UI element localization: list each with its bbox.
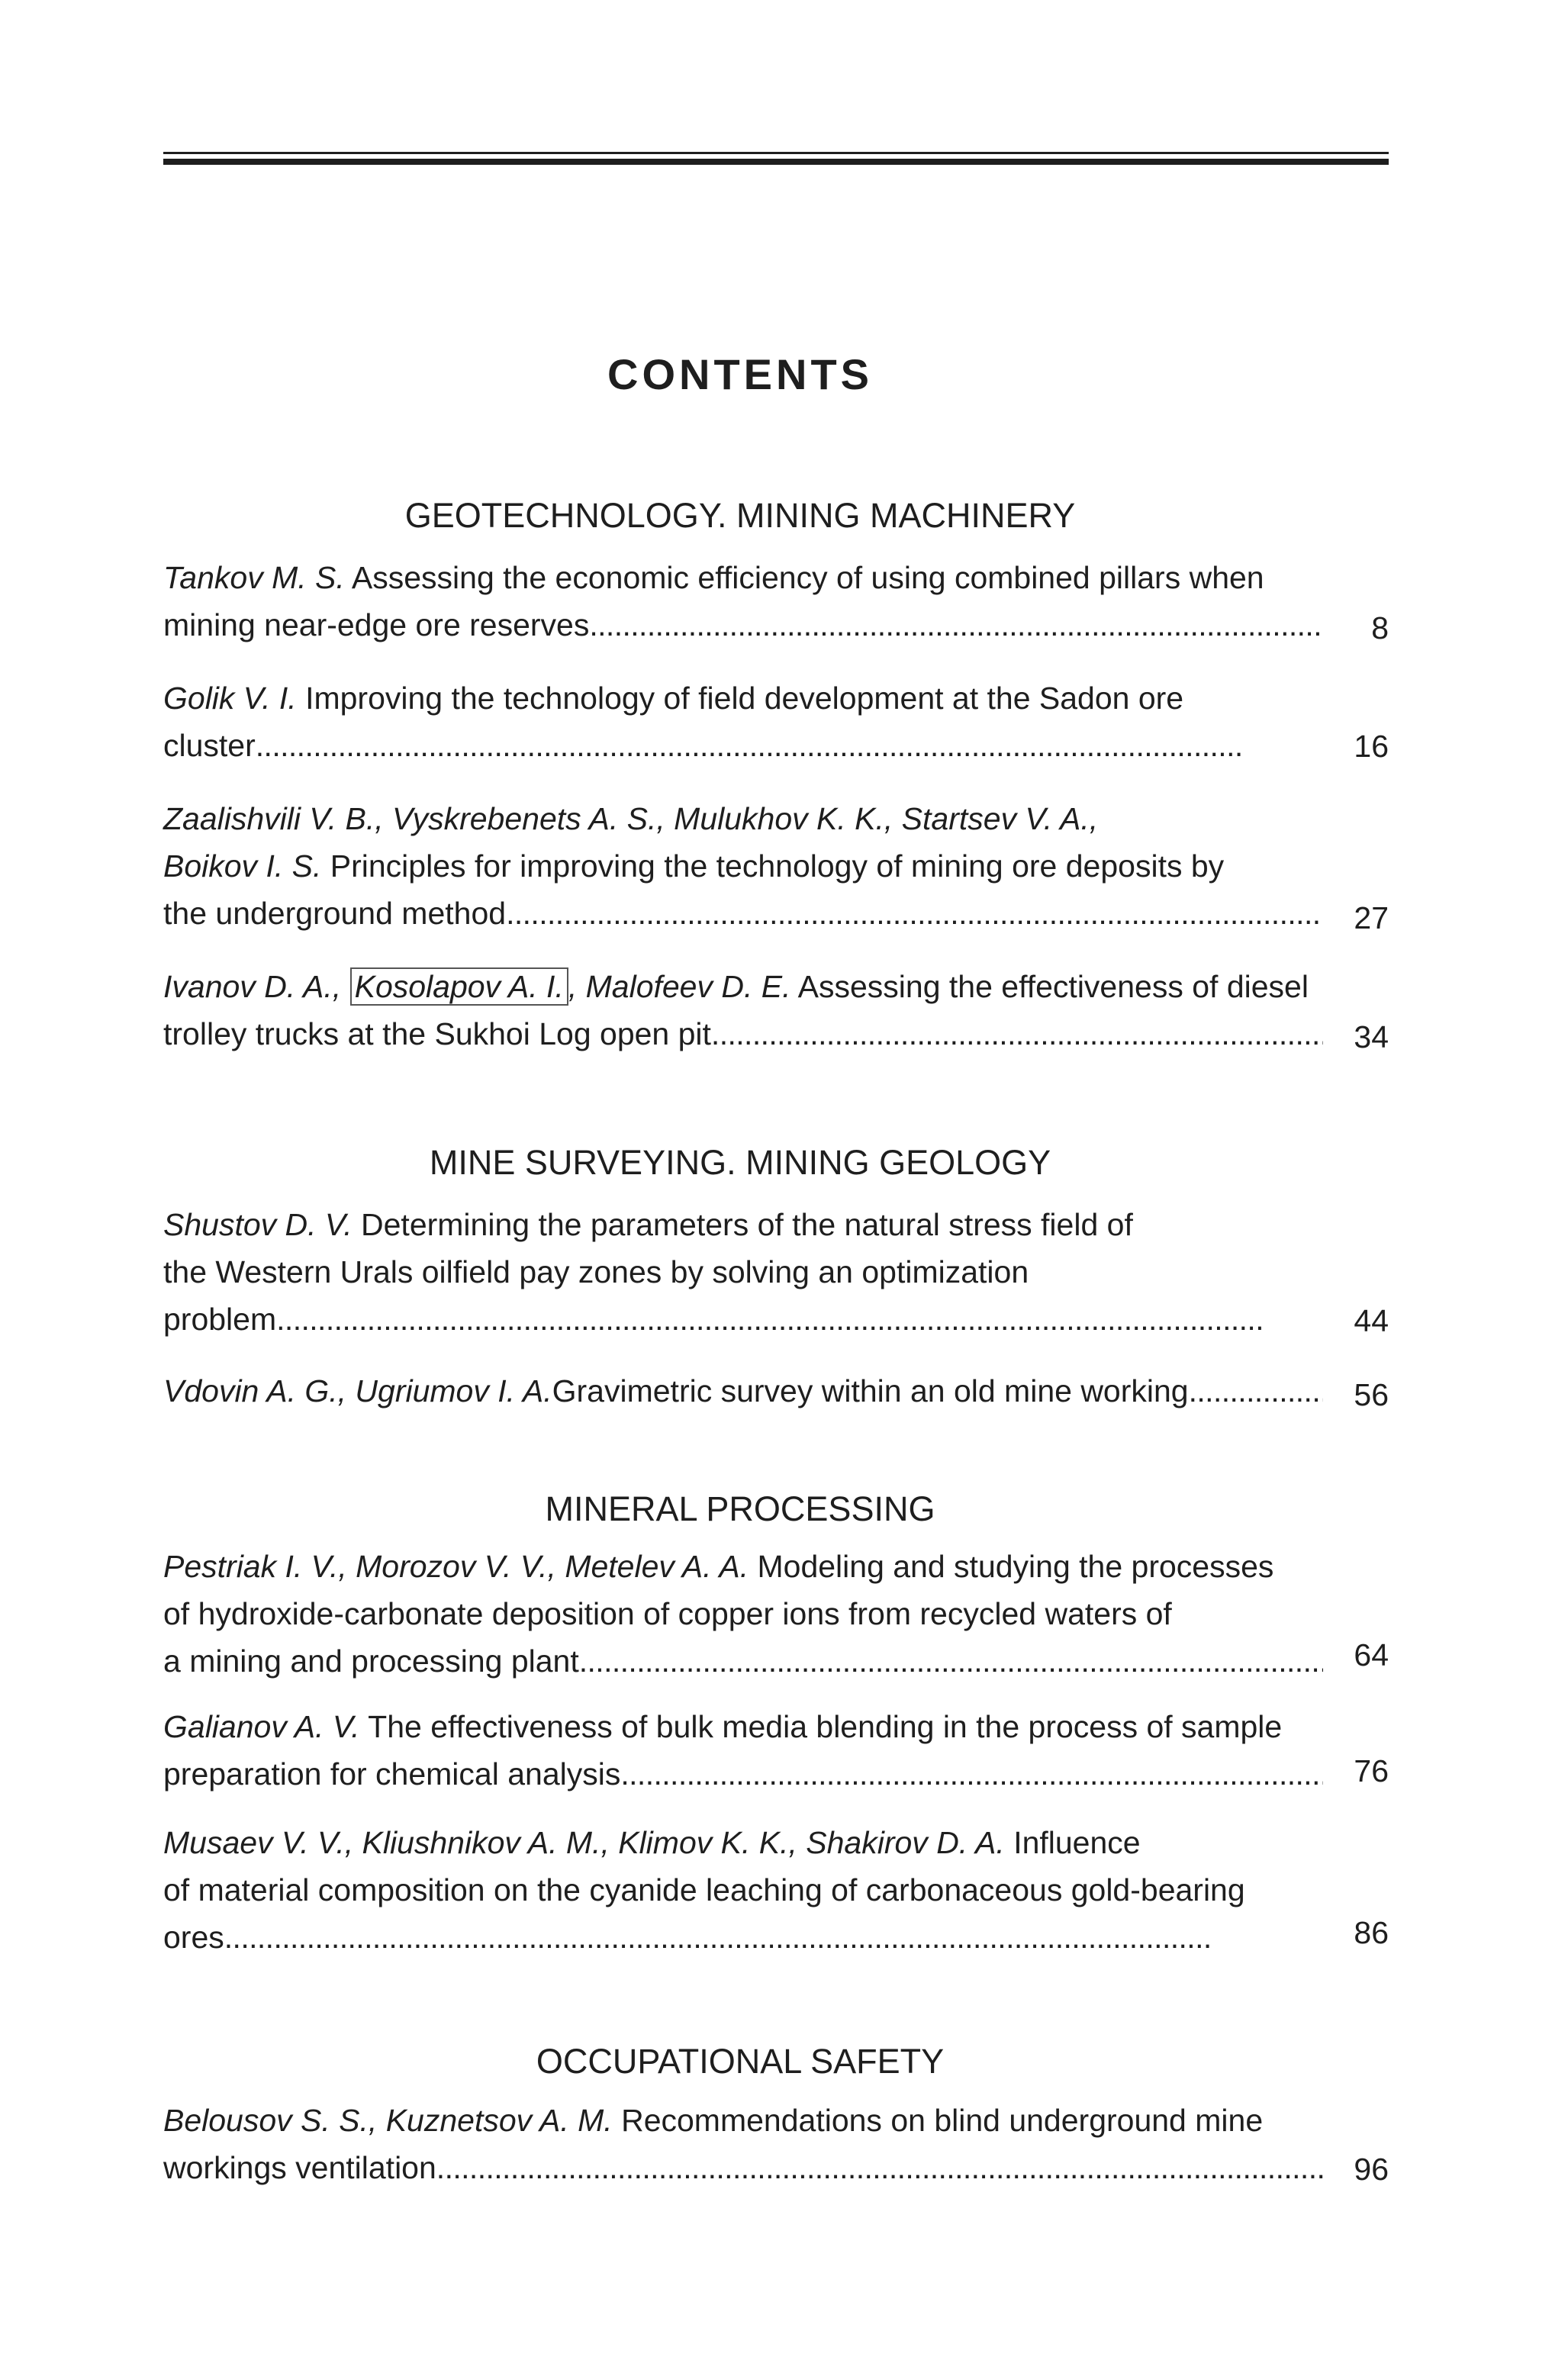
entry-authors: Ivanov D. A., bbox=[163, 969, 350, 1004]
header-rule-thin bbox=[163, 152, 1389, 154]
dot-leader bbox=[224, 1914, 1323, 1961]
toc-entry[interactable] bbox=[163, 795, 1323, 937]
toc-entry[interactable] bbox=[163, 1201, 1323, 1343]
dot-leader bbox=[276, 1296, 1323, 1343]
page-number[interactable]: 8 bbox=[1371, 610, 1389, 645]
entry-title: Influence bbox=[1004, 1825, 1141, 1860]
entry-title-end: preparation for chemical analysis bbox=[163, 1756, 621, 1791]
header-rule-thick bbox=[163, 159, 1389, 165]
entry-authors: Boikov I. S. bbox=[163, 848, 322, 884]
entry-title-end: ores bbox=[163, 1920, 224, 1955]
entry-title-end: problem bbox=[163, 1302, 277, 1337]
highlighted-author[interactable]: Kosolapov A. I. bbox=[350, 967, 568, 1006]
page-title: CONTENTS bbox=[607, 350, 873, 398]
entry-title-end: a mining and processing plant bbox=[163, 1643, 579, 1679]
entry-title: Gravimetric survey within an old mine working bbox=[552, 1373, 1189, 1408]
page-number[interactable]: 64 bbox=[1354, 1637, 1389, 1672]
entry-authors: , Malofeev D. E. bbox=[568, 969, 791, 1004]
entry-authors: Musaev V. V., Kliushnikov A. M., Klimov K. K., Shakirov D. A. bbox=[163, 1825, 1005, 1860]
entry-authors: Tankov M. S. bbox=[163, 560, 345, 595]
toc-entry[interactable] bbox=[163, 674, 1323, 769]
entry-authors: Golik V. I. bbox=[163, 681, 297, 716]
entry-authors: Shustov D. V. bbox=[163, 1207, 353, 1242]
entry-title-end: cluster bbox=[163, 728, 256, 763]
entry-authors: Galianov A. V. bbox=[163, 1709, 360, 1744]
page-number[interactable]: 44 bbox=[1354, 1303, 1389, 1338]
dot-leader bbox=[620, 1750, 1323, 1798]
dot-leader bbox=[256, 722, 1323, 769]
toc-entry[interactable] bbox=[163, 1367, 1323, 1415]
page-number[interactable]: 27 bbox=[1354, 900, 1389, 935]
toc-entry[interactable] bbox=[163, 1703, 1323, 1798]
entry-title: Recommendations on blind underground mine bbox=[612, 2103, 1264, 2138]
dot-leader bbox=[711, 1010, 1323, 1058]
dot-leader bbox=[589, 601, 1323, 649]
entry-title-end: mining near-edge ore reserves bbox=[163, 607, 590, 642]
page-number[interactable]: 56 bbox=[1354, 1377, 1389, 1412]
entry-title: Improving the technology of field development at the Sadon ore bbox=[296, 681, 1184, 716]
toc-entry[interactable] bbox=[163, 1543, 1323, 1685]
toc-entry[interactable] bbox=[163, 2097, 1323, 2191]
toc-entry[interactable] bbox=[163, 963, 1323, 1058]
entry-title: Principles for improving the technology of mining ore deposits by bbox=[321, 848, 1225, 884]
entry-title: The effectiveness of bulk media blending in the process of sample bbox=[359, 1709, 1283, 1744]
page-number[interactable]: 16 bbox=[1354, 729, 1389, 764]
entry-authors: Vdovin A. G., Ugriumov I. A. bbox=[163, 1373, 552, 1408]
entry-authors: Pestriak I. V., Morozov V. V., Metelev A. A. bbox=[163, 1549, 749, 1584]
section-title-geotechnology: GEOTECHNOLOGY. MINING MACHINERY bbox=[404, 496, 1076, 535]
toc-entry[interactable] bbox=[163, 554, 1323, 649]
entry-authors: Zaalishvili V. B., Vyskrebenets A. S., Mulukhov K. K., Startsev V. A., bbox=[163, 801, 1099, 836]
entry-title-end: trolley trucks at the Sukhoi Log open pit bbox=[163, 1016, 711, 1051]
entry-title: Assessing the economic efficiency of using combined pillars when bbox=[344, 560, 1264, 595]
section-title-mine-surveying: MINE SURVEYING. MINING GEOLOGY bbox=[429, 1143, 1051, 1182]
entry-title: Determining the parameters of the natural stress field of bbox=[352, 1207, 1133, 1242]
dot-leader bbox=[579, 1637, 1323, 1685]
page-number[interactable]: 76 bbox=[1354, 1753, 1389, 1788]
dot-leader bbox=[1189, 1367, 1323, 1415]
entry-title: the Western Urals oilfield pay zones by solving an optimization bbox=[163, 1254, 1029, 1289]
toc-entry[interactable] bbox=[163, 1819, 1323, 1961]
page-number[interactable]: 96 bbox=[1354, 2152, 1389, 2187]
dot-leader bbox=[436, 2144, 1323, 2191]
entry-title-end: workings ventilation bbox=[163, 2150, 436, 2185]
page-number[interactable]: 86 bbox=[1354, 1915, 1389, 1950]
entry-title-end: the underground method bbox=[163, 896, 507, 931]
section-title-occupational-safety: OCCUPATIONAL SAFETY bbox=[536, 2042, 945, 2081]
entry-title: Assessing the effectiveness of diesel bbox=[790, 969, 1309, 1004]
page-number[interactable]: 34 bbox=[1354, 1019, 1389, 1054]
dot-leader bbox=[506, 890, 1323, 937]
entry-title: of material composition on the cyanide leaching of carbonaceous gold-bearing bbox=[163, 1872, 1245, 1907]
entry-title: Modeling and studying the processes bbox=[749, 1549, 1274, 1584]
entry-authors: Belousov S. S., Kuznetsov A. M. bbox=[163, 2103, 613, 2138]
entry-title: of hydroxide-carbonate deposition of copper ions from recycled waters of bbox=[163, 1596, 1172, 1631]
section-title-mineral-processing: MINERAL PROCESSING bbox=[545, 1489, 935, 1528]
